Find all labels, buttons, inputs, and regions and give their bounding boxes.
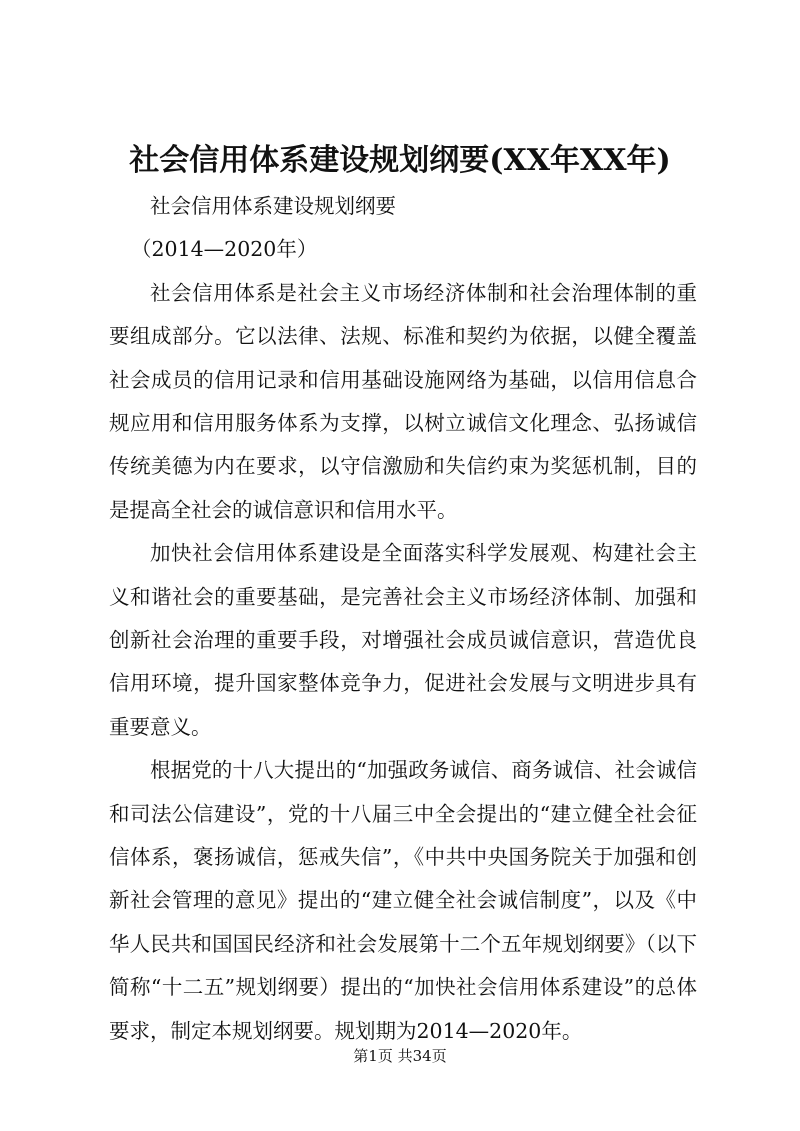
document-title: 社会信用体系建设规划纲要(XX年XX年): [129, 143, 671, 178]
paragraph-2: 加快社会信用体系建设是全面落实科学发展观、构建社会主义和谐社会的重要基础，是完善社会主义市场经济体制、加强和创新社会治理的重要手段，对增强社会成员诚信意识，营造优良信用环境，提升国家整体竞争力，促进社会发展与文明进步具有重要意义。: [109, 541, 697, 739]
paragraph-1: 社会信用体系是社会主义市场经济体制和社会治理体制的重要组成部分。它以法律、法规、标准和契约为依据，以健全覆盖社会成员的信用记录和信用基础设施网络为基础，以信用信息合规应用和信用服务体系为支撑，以树立诚信文化理念、弘扬诚信传统美德为内在要求，以守信激励和失信约束为奖惩机制，目的是提高全社会的诚信意识和信用水平。: [109, 280, 697, 522]
paragraph-3: 根据党的十八大提出的“加强政务诚信、商务诚信、社会诚信和司法公信建设”，党的十八届三中全会提出的“建立健全社会征信体系，褒扬诚信，惩戒失信”，《中共中央国务院关于加强和创新社会管理的意见》提出的“建立健全社会诚信制度”，以及《中华人民共和国国民经济和社会发展第十二个五年规划纲要》（以下简称“十二五”规划纲要）提出的“加快社会信用体系建设”的总体要求，制定本规划纲要。规划期为2014—2020年。: [109, 758, 697, 1043]
page-number-footer: 第1页 共34页: [353, 1047, 447, 1065]
document-body: [109, 185, 697, 1053]
document-period: （2014—2020年）: [131, 237, 318, 262]
document-subtitle: 社会信用体系建设规划纲要: [150, 194, 396, 218]
